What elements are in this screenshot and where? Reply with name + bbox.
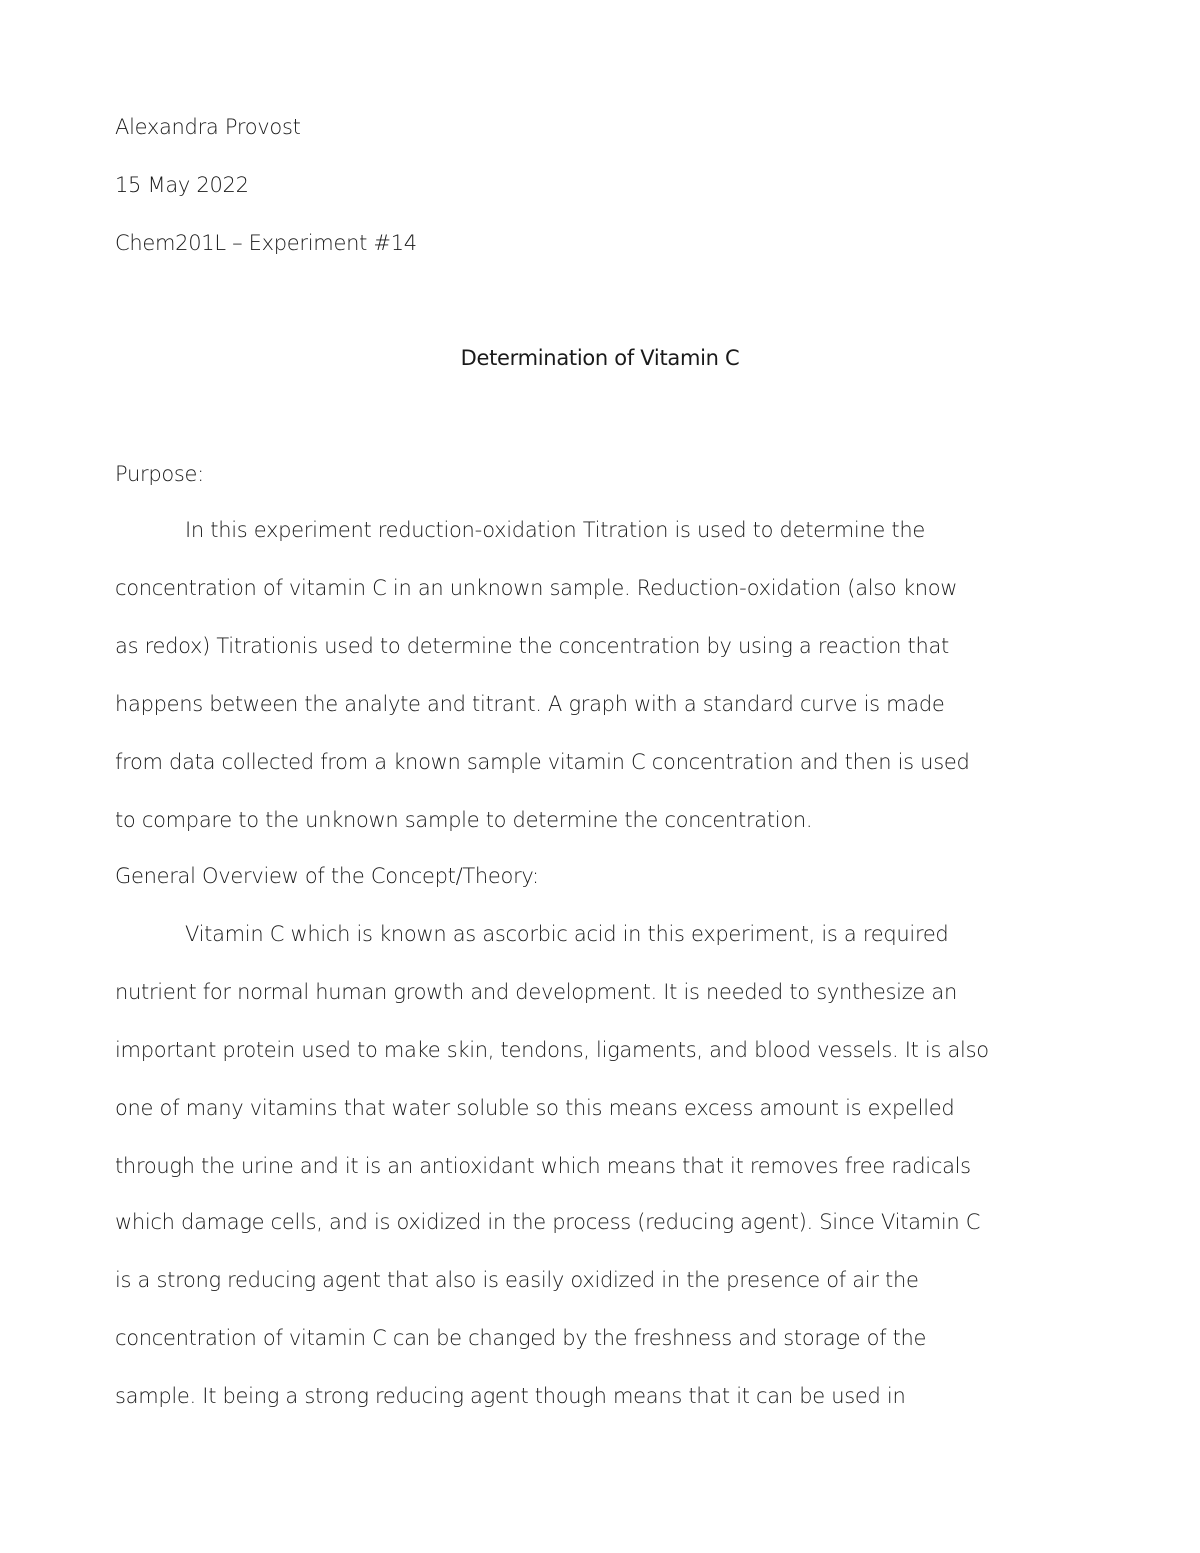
overview-line: one of many vitamins that water soluble so this means excess amount is expelled (115, 1096, 955, 1120)
purpose-heading: Purpose: (115, 462, 204, 486)
purpose-line: from data collected from a known sample vitamin C concentration and then is used (115, 750, 970, 774)
overview-line: sample. It being a strong reducing agent though means that it can be used in (115, 1384, 906, 1408)
report-date: 15 May 2022 (115, 173, 249, 197)
purpose-line: concentration of vitamin C in an unknown sample. Reduction-oxidation (also know (115, 576, 958, 600)
purpose-line: In this experiment reduction-oxidation Titration is used to determine the (185, 518, 925, 542)
overview-line: important protein used to make skin, tendons, ligaments, and blood vessels. It is also (115, 1038, 989, 1062)
overview-heading: General Overview of the Concept/Theory: (115, 864, 539, 888)
overview-line: through the urine and it is an antioxidant which means that it removes free radicals (115, 1154, 971, 1178)
course-experiment: Chem201L – Experiment #14 (115, 231, 417, 255)
purpose-line: to compare to the unknown sample to determine the concentration. (115, 808, 813, 832)
purpose-line: as redox) Titrationis used to determine the concentration by using a reaction that (115, 634, 949, 658)
overview-line: Vitamin C which is known as ascorbic acid in this experiment, is a required (185, 922, 949, 946)
author-name: Alexandra Provost (115, 115, 301, 139)
purpose-line: happens between the analyte and titrant. A graph with a standard curve is made (115, 692, 945, 716)
overview-line: is a strong reducing agent that also is easily oxidized in the presence of air the (115, 1268, 919, 1292)
overview-line: concentration of vitamin C can be changed by the freshness and storage of the (115, 1326, 927, 1350)
overview-line: nutrient for normal human growth and development. It is needed to synthesize an (115, 980, 958, 1004)
document-title: Determination of Vitamin C (460, 346, 740, 370)
overview-line: which damage cells, and is oxidized in the process (reducing agent). Since Vitamin C (115, 1210, 981, 1234)
